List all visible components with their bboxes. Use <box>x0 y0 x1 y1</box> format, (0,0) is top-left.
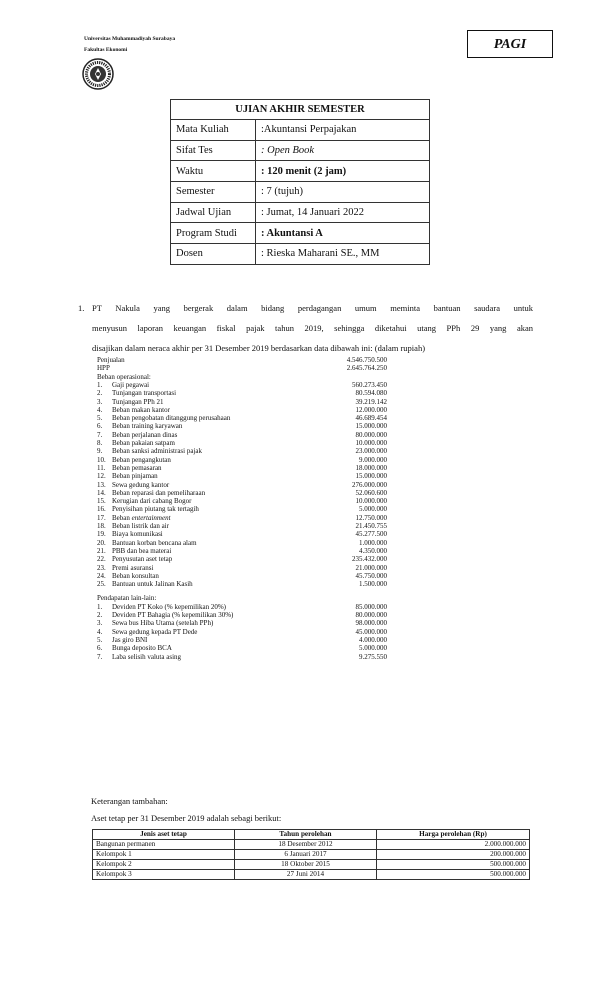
notes-heading: Keterangan tambahan: <box>91 796 168 806</box>
info-value: : Rieska Maharani SE., MM <box>256 244 430 265</box>
item-label: Sewa gedung kantor <box>112 480 170 489</box>
item-value: 2.645.764.250 <box>346 364 387 373</box>
info-key: Dosen <box>171 244 256 265</box>
item-label: Beban operasional: <box>97 372 151 381</box>
item-value: 10.000.000 <box>355 497 387 506</box>
item-value: 1.000.000 <box>359 538 387 547</box>
item-label: Sewa gedung kepada PT Dede <box>112 627 198 636</box>
item-label: Kerugian dari cabang Bogor <box>112 497 192 506</box>
asset-type: Kelompok 3 <box>93 870 235 880</box>
university-seal-icon <box>82 58 114 90</box>
item-number: 14. <box>97 488 106 497</box>
info-key: Mata Kuliah <box>171 120 256 141</box>
item-number: 5. <box>97 414 103 423</box>
item-value: 18.000.000 <box>355 463 387 472</box>
item-number: 18. <box>97 522 106 530</box>
asset-year: 6 Januari 2017 <box>235 850 377 860</box>
item-value: 46.689.454 <box>355 414 387 423</box>
item-value: 80.000.000 <box>355 611 387 619</box>
table-row <box>93 850 530 860</box>
item-number: 6. <box>97 644 103 653</box>
item-number: 2. <box>97 611 103 619</box>
asset-price: 500.000.000 <box>377 870 530 880</box>
item-value: 52.060.600 <box>355 488 387 497</box>
item-label: Beban pengobatan ditanggung perusahaan <box>112 414 231 423</box>
item-value: 45.750.000 <box>355 571 387 580</box>
asset-price: 200.000.000 <box>377 850 530 860</box>
fixed-assets-table <box>92 829 530 880</box>
item-label: Tunjangan PPh 21 <box>112 397 164 406</box>
item-label: Deviden PT Koko (% kepemilikan 20%) <box>112 602 226 611</box>
item-value: 5.000.000 <box>359 644 387 653</box>
item-number: 10. <box>97 455 106 464</box>
item-value: 235.432.000 <box>352 555 387 564</box>
item-value: 45.000.000 <box>355 627 387 636</box>
item-label: Penjualan <box>97 356 125 364</box>
item-number: 9. <box>97 447 103 456</box>
item-label: Beban pinjaman <box>112 472 158 481</box>
item-value: 21.450.755 <box>355 522 387 530</box>
item-number: 11. <box>97 463 106 472</box>
item-value: 9.275.550 <box>359 652 387 661</box>
item-label: Biaya komunikasi <box>112 530 163 539</box>
item-value: 15.000.000 <box>355 472 387 481</box>
info-value: : Open Book <box>256 140 430 161</box>
info-key: Semester <box>171 182 256 203</box>
item-label: Penyisihan piutang tak tertagih <box>112 505 199 514</box>
asset-year: 27 Juni 2014 <box>235 870 377 880</box>
item-label: Beban training karyawan <box>112 422 183 431</box>
item-number: 3. <box>97 619 103 628</box>
item-number: 5. <box>97 635 103 644</box>
info-value: : 7 (tujuh) <box>256 182 430 203</box>
item-number: 19. <box>97 530 106 539</box>
item-number: 16. <box>97 505 106 514</box>
item-label: Beban listrik dan air <box>112 522 169 530</box>
item-label: Bunga deposito BCA <box>112 644 172 653</box>
item-label: Beban pakaian satpam <box>112 439 175 447</box>
item-value: 45.277.500 <box>355 530 387 539</box>
item-value: 12.000.000 <box>355 405 387 414</box>
item-number: 2. <box>97 389 103 398</box>
item-number: 24. <box>97 571 106 580</box>
item-label: Laba selisih valuta asing <box>112 652 182 661</box>
info-key: Jadwal Ujian <box>171 202 256 223</box>
item-label: Beban sanksi administrasi pajak <box>112 447 203 456</box>
item-label: Pendapatan lain-lain: <box>97 594 157 603</box>
item-value: 9.000.000 <box>359 455 387 464</box>
info-value: :Akuntansi Perpajakan <box>256 120 430 141</box>
item-label: Beban entertainment <box>112 513 171 522</box>
question-number: 1. <box>78 303 85 313</box>
item-label: Beban konsultan <box>112 571 159 580</box>
question-text-line: disajikan dalam neraca akhir per 31 Desember 2019 berdasarkan data dibawah ini: (dalam rupiah) <box>92 343 426 353</box>
item-number: 12. <box>97 472 106 481</box>
question-text-line: menyusun laporan keuangan fiskal pajak tahun 2019, sehingga diketahui utang PPh 29 yang akan <box>92 323 533 333</box>
asset-price: 500.000.000 <box>377 860 530 870</box>
item-label: Tunjangan transportasi <box>112 389 177 398</box>
item-number: 21. <box>97 546 106 555</box>
item-value: 80.000.000 <box>355 430 387 439</box>
item-label: Premi asuransi <box>112 563 154 572</box>
item-number: 15. <box>97 497 106 506</box>
item-label: Beban perjalanan dinas <box>112 430 178 439</box>
item-value: 12.750.000 <box>355 513 387 522</box>
item-value: 39.219.142 <box>355 397 387 406</box>
item-label: Bantuan untuk Jalinan Kasih <box>112 580 193 589</box>
asset-year: 18 Desember 2012 <box>235 840 377 850</box>
item-label: Beban reparasi dan pemeliharaan <box>112 488 206 497</box>
item-number: 4. <box>97 627 103 636</box>
item-number: 17. <box>97 513 106 522</box>
item-number: 20. <box>97 538 106 547</box>
item-number: 3. <box>97 397 103 406</box>
item-value: 4.350.000 <box>359 546 387 555</box>
item-label: Bantuan korban bencana alam <box>112 538 197 547</box>
item-label: Jas giro BNI <box>112 635 148 644</box>
column-header: Jenis aset tetap <box>93 830 235 840</box>
item-number: 8. <box>97 439 103 447</box>
info-key: Waktu <box>171 161 256 182</box>
list-item <box>97 653 181 662</box>
item-value: 5.000.000 <box>359 505 387 514</box>
item-label: Deviden PT Bahagia (% kepemilikan 30%) <box>112 611 234 619</box>
info-value: : Jumat, 14 Januari 2022 <box>256 202 430 223</box>
table-row <box>93 840 530 850</box>
item-number: 1. <box>97 380 103 389</box>
asset-type: Kelompok 1 <box>93 850 235 860</box>
info-key: Sifat Tes <box>171 140 256 161</box>
info-key: Program Studi <box>171 223 256 244</box>
item-value: 560.273.450 <box>352 380 387 389</box>
info-value: : 120 menit (2 jam) <box>256 161 430 182</box>
info-value: : Akuntansi A <box>256 223 430 244</box>
asset-type: Kelompok 2 <box>93 860 235 870</box>
item-value: 1.500.000 <box>359 580 387 589</box>
item-value: 10.000.000 <box>355 439 387 447</box>
item-value: 98.000.000 <box>355 619 387 628</box>
item-value: 21.000.000 <box>355 563 387 572</box>
item-label: Penyusutan aset tetap <box>112 555 173 564</box>
item-value: 4.000.000 <box>359 635 387 644</box>
item-label: Sewa bus Hiba Utama (setelah PPh) <box>112 619 214 628</box>
item-number: 23. <box>97 563 106 572</box>
item-label: PBB dan bea materai <box>112 546 172 555</box>
exam-title: UJIAN AKHIR SEMESTER <box>171 100 430 120</box>
session-label-box: PAGI <box>467 30 553 58</box>
item-value: 276.000.000 <box>352 480 387 489</box>
item-label: Beban makan kantor <box>112 405 170 414</box>
item-number: 7. <box>97 430 103 439</box>
asset-year: 18 Oktober 2015 <box>235 860 377 870</box>
item-label: Beban pengangkutan <box>112 455 171 464</box>
item-number: 13. <box>97 480 106 489</box>
item-number: 1. <box>97 602 103 611</box>
university-name: Universitas Muhammadiyah Surabaya <box>84 36 176 42</box>
item-value: 23.000.000 <box>355 447 387 456</box>
exam-info-table <box>170 99 430 265</box>
item-value: 15.000.000 <box>355 422 387 431</box>
column-header: Harga perolehan (Rp) <box>377 830 530 840</box>
item-label: HPP <box>97 364 110 373</box>
question-text-line: PT Nakula yang bergerak dalam bidang perdagangan umum meminta bantuan saudara untuk <box>92 303 533 313</box>
item-number: 7. <box>97 652 103 661</box>
list-item <box>97 580 193 589</box>
column-header: Tahun perolehan <box>235 830 377 840</box>
item-value: 80.594.080 <box>355 389 387 398</box>
asset-type: Bangunan permanen <box>93 840 235 850</box>
item-value: 4.546.750.500 <box>346 356 387 364</box>
table-row <box>93 860 530 870</box>
item-label: Gaji pegawai <box>112 380 150 389</box>
item-value: 85.000.000 <box>355 602 387 611</box>
item-number: 4. <box>97 405 103 414</box>
item-label: Beban pemasaran <box>112 463 162 472</box>
item-number: 25. <box>97 580 106 589</box>
item-number: 22. <box>97 555 106 564</box>
asset-price: 2.000.000.000 <box>377 840 530 850</box>
assets-intro: Aset tetap per 31 Desember 2019 adalah sebagi berikut: <box>91 813 282 823</box>
item-number: 6. <box>97 422 103 431</box>
table-row <box>93 870 530 880</box>
faculty-name: Fakultas Ekonomi <box>84 47 128 53</box>
